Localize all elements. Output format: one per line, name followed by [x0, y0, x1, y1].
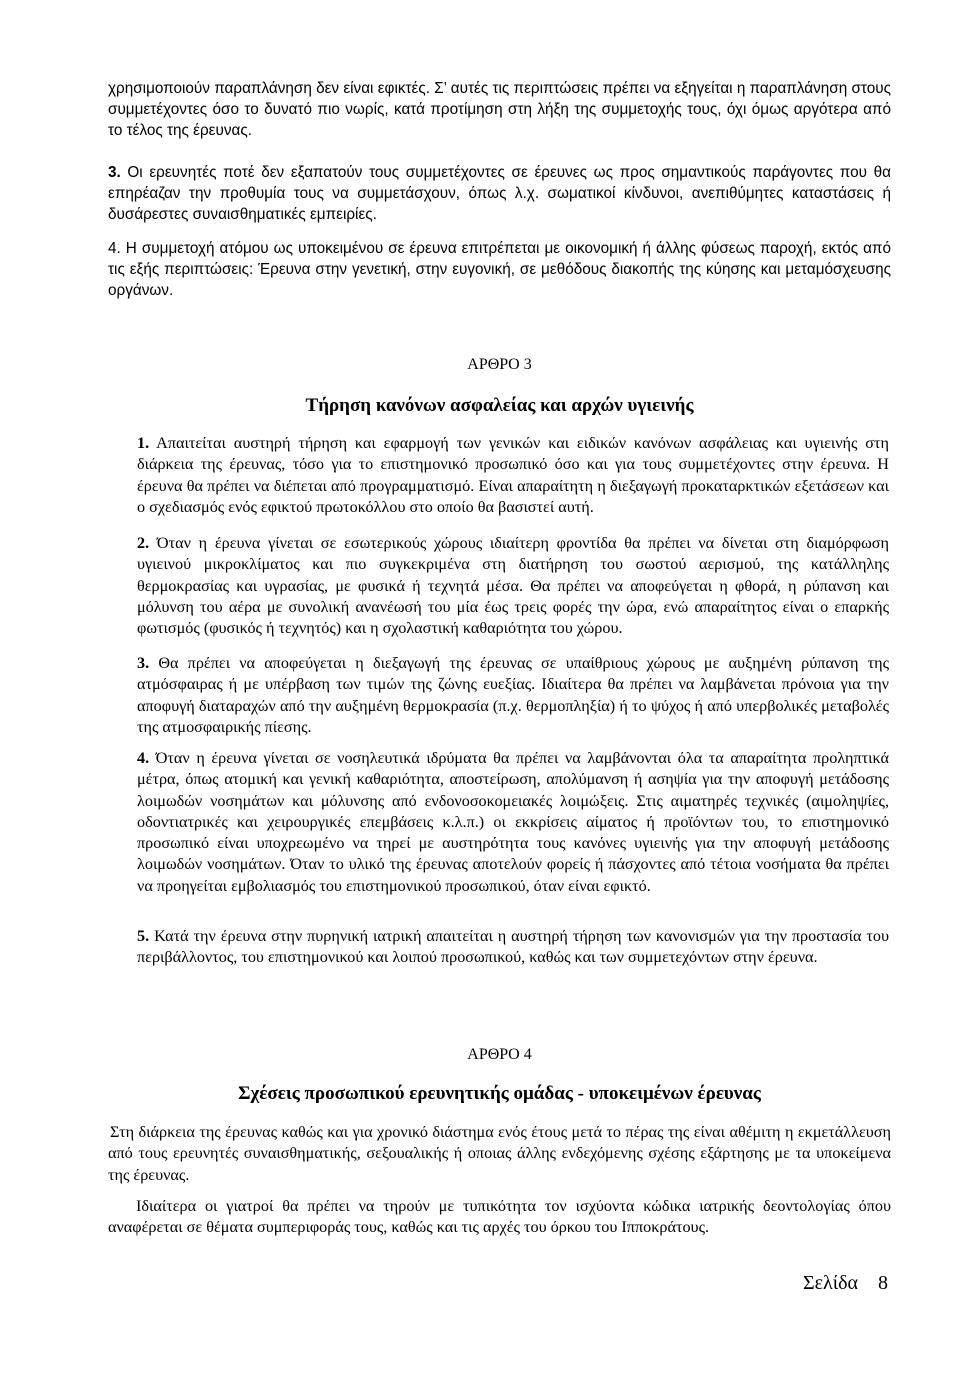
article-4-subheading: Σχέσεις προσωπικού ερευνητικής ομάδας - υποκειμένων έρευνας: [238, 1083, 761, 1104]
item-number: 2.: [137, 534, 150, 552]
item-text: Όταν η έρευνα γίνεται σε νοσηλευτικά ιδρύματα θα πρέπει να λαμβάνονται όλα τα απαραίτητα προληπτικά μέτρα, όπως ατομική και γενική καθαριότητα, αποστείρωση, απολύμανση ή ασηψία για την αποφυγή μετάδοσης λοιμωδών νοσημάτων και μόλυνσης από ενδονοσοκομειακές λοιμώξεις. Στις αιματηρές τεχνικές (αιμοληψίες, οδοντιατρικές και χειρουργικές επεμβάσεις κ.λ.π.) οι εκκρίσεις αίματος ή προϊόντων του, το επιστημονικό προσωπικό είναι υποχρεωμένο να τηρεί με αυστηρότητα τους κανόνες υγιεινής για την αποφυγή μετάδοσης λοιμωδών νοσημάτων. Όταν το υλικό της έρευνας αποτελούν φορείς ή πάσχοντες από τέτοια νοσήματα θα πρέπει να προηγείται εμβολιασμός του επιστημονικού προσωπικού, όταν είναι εφικτό.: [137, 749, 889, 895]
item-text: Κατά την έρευνα στην πυρηνική ιατρική απαιτείται η αυστηρή τήρηση των κανονισμών για την προστασία του περιβάλλοντος, του επιστημονικού και λοιπού προσωπικού, καθώς και των συμμετεχόντων στην έρευνα.: [137, 927, 889, 967]
page-footer: [803, 1272, 888, 1295]
paragraph-4: [108, 238, 891, 301]
article-3-item-4: [137, 748, 889, 897]
article-3-subheading: Τήρηση κανόνων ασφαλείας και αρχών υγιεινής: [305, 395, 694, 416]
item-number: 1.: [137, 434, 150, 452]
article-4-paragraph-2: Ιδιαίτερα οι γιατροί θα πρέπει να τηρούν με τυπικότητα τον ισχύοντα κώδικα ιατρικής δεοντολογίας όπου αναφέρεται σε θέματα συμπεριφοράς τους, καθώς και τις αρχές του όρκου του Ιπποκράτους.: [108, 1197, 891, 1237]
paragraph-text: Οι ερευνητές ποτέ δεν εξαπατούν τους συμμετέχοντες σε έρευνες ως προς σημαντικούς παράγοντες που θα επηρέαζαν την προθυμία τους να συμμετάσχουν, όπως λ.χ. σωματικοί κίνδυνοι, ανεπιθύμητες καταστάσεις ή δυσάρεστες συναισθηματικές εμπειρίες.: [108, 164, 892, 223]
article-4-heading: ΑΡΘΡΟ 4: [467, 1046, 532, 1063]
item-number: 4.: [137, 749, 150, 767]
article-3-item-1: [137, 433, 889, 518]
article-3-heading: ΑΡΘΡΟ 3: [467, 356, 532, 373]
item-text: Απαιτείται αυστηρή τήρηση και εφαρμογή των γενικών και ειδικών κανόνων ασφάλειας και υγιεινής στη διάρκεια της έρευνας, τόσο για το επιστημονικό προσωπικό όσο και για τους συμμετέχοντες στην έρευνα. Η έρευνα θα πρέπει να διέπεται από προγραμματισμό. Είναι απαραίτητη η διεξαγωγή προκαταρκτικών εξετάσεων και ο σχεδιασμός ενός εφικτού πρωτοκόλλου στο οποίο θα βασιστεί αυτή.: [137, 434, 889, 516]
article-3-item-5: [137, 926, 889, 969]
article-4-paragraph-1: Στη διάρκεια της έρευνας καθώς και για χρονικό διάστημα ενός έτους μετά το πέρας της είναι αθέμιτη η εκμετάλλευση από τους ερευνητές συναισθηματικής, σεξουαλικής ή οποιας άλλης ενδεχόμενης σχέσης εξάρτησης με τα υποκείμενα της έρευνας.: [108, 1123, 891, 1184]
item-text: Όταν η έρευνα γίνεται σε εσωτερικούς χώρους ιδιαίτερη φροντίδα θα πρέπει να δίνεται στη διαμόρφωση υγιεινού μικροκλίματος και πιο συγκεκριμένα στη διατήρηση του σωστού αερισμού, της κατάλληλης θερμοκρασίας και υγρασίας, με φυσικά ή τεχνητά μέσα. Θα πρέπει να αποφεύγεται η φθορά, η ρύπανση και μόλυνση του αέρα με συνολική ανανέωσή του μία έως τρεις φορές την ώρα, ενώ απαραίτητος είναι ο επαρκής φωτισμός (φυσικός ή τεχνητός) και η σχολαστική καθαριότητα του χώρου.: [137, 534, 889, 638]
paragraph-continuation: [108, 78, 891, 141]
article-3-item-3: [137, 653, 889, 738]
paragraph-number: 3.: [108, 164, 121, 181]
page-number: 8: [878, 1272, 888, 1294]
item-number: 3.: [137, 654, 150, 672]
item-number: 5.: [137, 927, 150, 945]
paragraph-3: [108, 162, 891, 225]
article-3-item-2: [137, 533, 889, 639]
paragraph-text: Η συμμετοχή ατόμου ως υποκειμένου σε έρευνα επιτρέπεται με οικονομική ή άλλης φύσεως παροχή, εκτός από τις εξής περιπτώσεις: Έρευνα στην γενετική, στην ευγονική, σε μεθόδους διακοπής της κύησης και μεταμόσχευσης οργάνων.: [108, 240, 891, 299]
page-label: Σελίδα: [802, 1272, 858, 1294]
item-text: Θα πρέπει να αποφεύγεται η διεξαγωγή της έρευνας σε υπαίθριους χώρους με αυξημένη ρύπανση της ατμόσφαιρας ή με υπέρβαση των τιμών της ζώνης ευεξίας. Ιδιαίτερα θα πρέπει να λαμβάνεται πρόνοια για την αποφυγή διαταραχών από την αυξημένη θερμοκρασία (π.χ. θερμοπληξία) ή το ψύχος ή από υπερβολικές μεταβολές της ατμοσφαιρικής πίεσης.: [137, 654, 890, 736]
paragraph-number: 4.: [108, 240, 121, 257]
paragraph-text: χρησιμοποιούν παραπλάνηση δεν είναι εφικτές. Σ’ αυτές τις περιπτώσεις πρέπει να εξηγείται η παραπλάνηση στους συμμετέχοντες όσο το δυνατό πιο νωρίς, κατά προτίμηση στη λήξη της συμμετοχής τους, όχι όμως αργότερα από το τέλος της έρευνας.: [108, 80, 891, 139]
